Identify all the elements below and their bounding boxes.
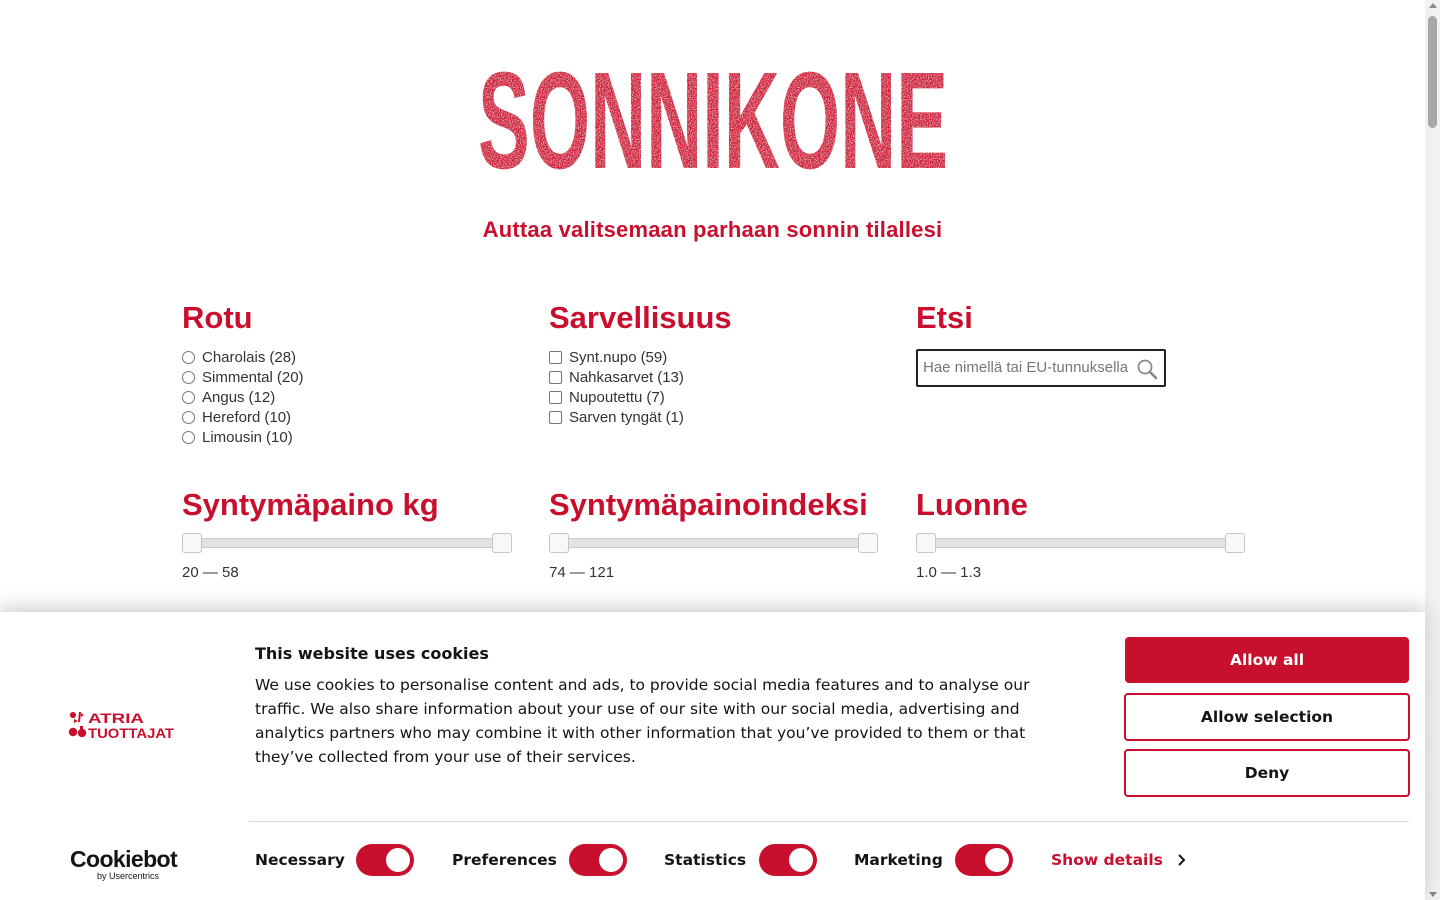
logo-text: SONNIKONE (478, 44, 948, 198)
sarvellisuus-option-nahkasarvet[interactable]: Nahkasarvet (13) (549, 367, 684, 387)
checkbox[interactable] (549, 371, 562, 384)
rotu-options (182, 347, 304, 447)
rotu-option-charolais[interactable]: Charolais (28) (182, 347, 304, 367)
rotu-option-hereford[interactable]: Hereford (10) (182, 407, 304, 427)
radio-button[interactable] (182, 391, 195, 404)
syntymapaino-range: 20 — 58 (182, 564, 239, 581)
scroll-up-arrow-icon[interactable] (1429, 3, 1437, 8)
syntymapaino-heading: Syntymäpaino kg (182, 487, 439, 522)
cookie-banner (0, 612, 1425, 900)
scroll-thumb[interactable] (1428, 16, 1437, 128)
slider-handle-max[interactable] (858, 533, 878, 553)
preferences-label: Preferences (452, 851, 557, 869)
preferences-toggle[interactable] (569, 844, 627, 876)
toggle-knob (789, 848, 813, 872)
slider-handle-min[interactable] (549, 533, 569, 553)
cookie-description: We use cookies to personalise content and ads, to provide social media features and to analyse our traffic. We also share information about your use of our site with our social media, advertising and analytics partners who may combine it with other information that you’ve provided to them or that they’ve collected from your use of their services. (255, 676, 1030, 766)
sarvellisuus-options (549, 347, 684, 427)
slider-handle-max[interactable] (492, 533, 512, 553)
sonnikone-logo (476, 44, 950, 198)
search-icon[interactable] (1136, 358, 1158, 380)
slider-track[interactable] (916, 538, 1245, 548)
atria-logo-text-bottom: TUOTTAJAT (88, 725, 175, 741)
checkbox[interactable] (549, 391, 562, 404)
deny-button[interactable]: Deny (1124, 749, 1410, 797)
radio-button[interactable] (182, 371, 195, 384)
sarvellisuus-option-nupoutettu[interactable]: Nupoutettu (7) (549, 387, 684, 407)
scroll-down-arrow-icon[interactable] (1429, 892, 1437, 897)
atria-tuottajat-logo (68, 710, 176, 742)
sarvellisuus-option-sarven-tyngat[interactable]: Sarven tyngät (1) (549, 407, 684, 427)
allow-selection-button[interactable]: Allow selection (1124, 693, 1410, 741)
toggle-knob (386, 848, 410, 872)
rotu-option-limousin[interactable]: Limousin (10) (182, 427, 304, 447)
cookie-title: This website uses cookies (255, 644, 489, 663)
rotu-option-angus[interactable]: Angus (12) (182, 387, 304, 407)
luonne-range: 1.0 — 1.3 (916, 564, 982, 581)
show-details-link[interactable] (1051, 851, 1187, 869)
etsi-heading: Etsi (916, 300, 973, 335)
syntymapainoindeksi-heading: Syntymäpainoindeksi (549, 487, 868, 522)
divider (249, 821, 1409, 822)
search-box (916, 349, 1166, 387)
radio-button[interactable] (182, 431, 195, 444)
tagline: Auttaa valitsemaan parhaan sonnin tilallesi (482, 217, 943, 242)
statistics-label: Statistics (664, 851, 747, 869)
atria-logo-text-top: ATRIA (88, 710, 144, 726)
necessary-toggle[interactable] (356, 844, 414, 876)
toggle-knob (985, 848, 1009, 872)
allow-all-button[interactable]: Allow all (1125, 637, 1409, 683)
syntymapainoindeksi-range: 74 — 121 (549, 564, 615, 581)
sarvellisuus-heading: Sarvellisuus (549, 300, 732, 335)
radio-button[interactable] (182, 351, 195, 364)
syntymapaino-slider[interactable] (182, 533, 512, 553)
necessary-label: Necessary (255, 851, 345, 869)
luonne-slider[interactable] (916, 533, 1245, 553)
slider-track[interactable] (182, 538, 512, 548)
checkbox[interactable] (549, 351, 562, 364)
show-details-label: Show details (1051, 851, 1163, 869)
luonne-heading: Luonne (916, 487, 1028, 522)
sarvellisuus-option-synt-nupo[interactable]: Synt.nupo (59) (549, 347, 684, 367)
cookiebot-logo (70, 846, 177, 881)
search-input[interactable] (923, 359, 1133, 376)
slider-track[interactable] (549, 538, 878, 548)
rotu-heading: Rotu (182, 300, 253, 335)
page-scrollbar[interactable] (1425, 0, 1440, 900)
cookiebot-logo-text: Cookiebot (70, 846, 178, 872)
toggle-knob (599, 848, 623, 872)
rotu-option-simmental[interactable]: Simmental (20) (182, 367, 304, 387)
marketing-toggle[interactable] (955, 844, 1013, 876)
slider-handle-min[interactable] (182, 533, 202, 553)
slider-handle-min[interactable] (916, 533, 936, 553)
chevron-right-icon (1177, 853, 1187, 867)
radio-button[interactable] (182, 411, 195, 424)
marketing-label: Marketing (854, 851, 943, 869)
cookiebot-logo-subtext: by Usercentrics (97, 871, 160, 881)
syntymapainoindeksi-slider[interactable] (549, 533, 878, 553)
checkbox[interactable] (549, 411, 562, 424)
statistics-toggle[interactable] (759, 844, 817, 876)
slider-handle-max[interactable] (1225, 533, 1245, 553)
